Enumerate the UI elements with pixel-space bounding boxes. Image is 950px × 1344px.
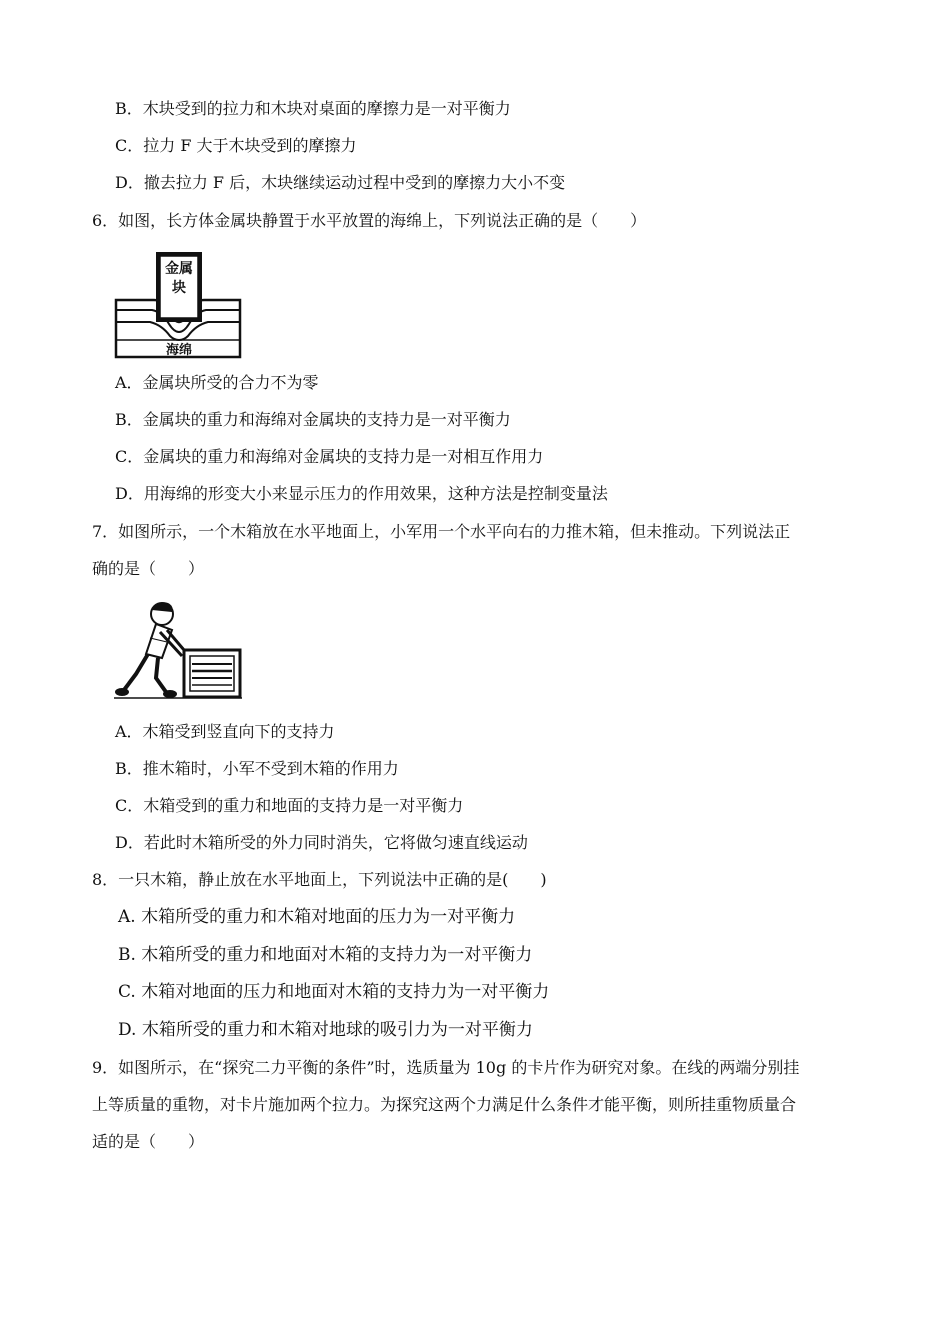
q7-option-a: A．木箱受到竖直向下的支持力 xyxy=(115,722,335,741)
q7-stem-line-1: 7．如图所示，一个木箱放在水平地面上，小军用一个水平向右的力推木箱，但未推动。下列说法正 xyxy=(92,522,791,541)
q8-option-d: D. 木箱所受的重力和木箱对地球的吸引力为一对平衡力 xyxy=(118,1020,533,1040)
q7-option-b: B．推木箱时，小军不受到木箱的作用力 xyxy=(115,759,399,778)
q8-stem: 8．一只木箱，静止放在水平地面上，下列说法中正确的是( ) xyxy=(92,870,547,889)
metal-block-label: 金属块 xyxy=(165,261,193,296)
q7-option-c: C．木箱受到的重力和地面的支持力是一对平衡力 xyxy=(115,796,464,815)
q9-stem-line-3: 适的是（ ） xyxy=(92,1132,205,1151)
q5-option-d: D．撤去拉力 F 后，木块继续运动过程中受到的摩擦力大小不变 xyxy=(115,173,566,192)
q7-stem-line-2: 确的是（ ） xyxy=(92,559,205,578)
q7-option-d: D．若此时木箱所受的外力同时消失，它将做匀速直线运动 xyxy=(115,833,528,852)
q6-option-d: D．用海绵的形变大小来显示压力的作用效果，这种方法是控制变量法 xyxy=(115,484,608,503)
q5-option-b: B．木块受到的拉力和木块对桌面的摩擦力是一对平衡力 xyxy=(115,99,511,118)
q9-stem-line-1: 9．如图所示，在“探究二力平衡的条件”时，选质量为 10g 的卡片作为研究对象。在线的两端分别挂 xyxy=(92,1058,800,1077)
q5-option-c: C．拉力 F 大于木块受到的摩擦力 xyxy=(115,136,357,155)
q6-stem: 6．如图，长方体金属块静置于水平放置的海绵上，下列说法正确的是（ ） xyxy=(92,211,647,230)
q8-option-a: A. 木箱所受的重力和木箱对地面的压力为一对平衡力 xyxy=(118,907,516,927)
q7-figure-boy-pushing-box xyxy=(112,598,244,702)
sponge-label: 海绵 xyxy=(165,343,192,358)
boy-pushing-box-illustration xyxy=(112,598,244,702)
q6-option-c: C．金属块的重力和海绵对金属块的支持力是一对相互作用力 xyxy=(115,447,544,466)
q8-option-c: C. 木箱对地面的压力和地面对木箱的支持力为一对平衡力 xyxy=(118,982,550,1002)
q9-stem-line-2: 上等质量的重物，对卡片施加两个拉力。为探究这两个力满足什么条件才能平衡，则所挂重物质量合 xyxy=(92,1095,797,1114)
q6-figure-metal-block-on-sponge xyxy=(114,250,244,360)
q6-option-a: A．金属块所受的合力不为零 xyxy=(115,373,319,392)
q6-option-b: B．金属块的重力和海绵对金属块的支持力是一对平衡力 xyxy=(115,410,511,429)
q8-option-b: B. 木箱所受的重力和地面对木箱的支持力为一对平衡力 xyxy=(118,945,533,965)
